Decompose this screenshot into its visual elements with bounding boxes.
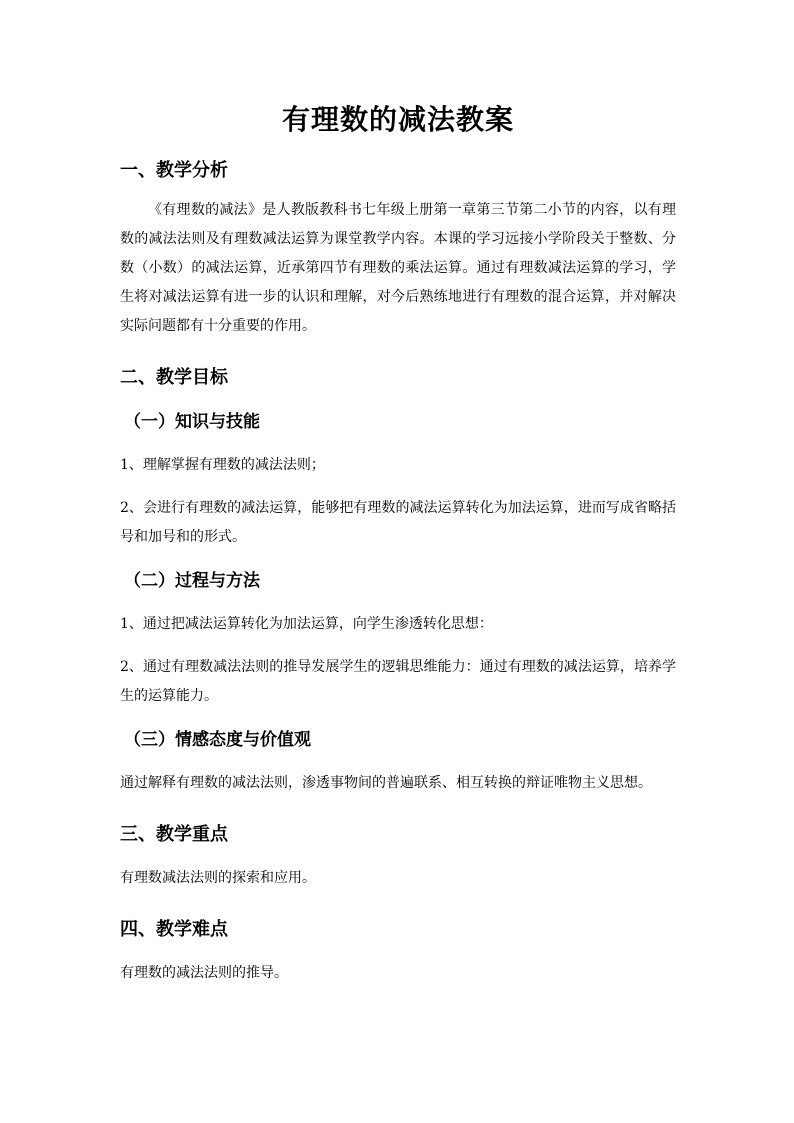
document-title: 有理数的减法教案 [281, 103, 514, 136]
subsection-heading-emotion: （三）情感态度与价值观 [124, 730, 311, 750]
emotion-paragraph: 通过解释有理数的减法法则，渗透事物间的普遍联系、相互转换的辩证唯物主义思想。 [120, 775, 652, 791]
process-item-2: 2、通过有理数减法法则的推导发展学生的逻辑思维能力：通过有理数的减法运算，培养学生的运算能力。 [120, 659, 676, 704]
subsection-heading-process: （二）过程与方法 [124, 571, 260, 591]
difficulty-paragraph: 有理数的减法法则的推导。 [120, 965, 288, 981]
process-item-1: 1、通过把减法运算转化为加法运算，向学生渗透转化思想： [120, 616, 493, 632]
section-heading-keypoint: 三、教学重点 [120, 824, 228, 845]
section-heading-analysis: 一、教学分析 [120, 160, 228, 181]
analysis-paragraph: 《有理数的减法》是人教版教科书七年级上册第一章第三节第二小节的内容，以有理数的减法法则及有理数减法运算为课堂教学内容。本课的学习远接小学阶段关于整数、分数（小数）的减法运算，近承第四节有理数的乘法运算。通过有理数减法运算的学习，学生将对减法运算有进一步的认识和理解，对今后熟练地进行有理数的混合运算，并对解决实际问题都有十分重要的作用。 [120, 202, 676, 334]
knowledge-item-1: 1、理解掌握有理数的减法法则； [120, 457, 325, 473]
keypoint-paragraph: 有理数减法法则的探索和应用。 [120, 870, 316, 886]
knowledge-item-2: 2、会进行有理数的减法运算，能够把有理数的减法运算转化为加法运算，进而写成省略括号和加号和的形式。 [120, 500, 676, 545]
section-heading-difficulty: 四、教学难点 [120, 919, 228, 940]
document-content [120, 100, 676, 988]
section-heading-objectives: 二、教学目标 [120, 367, 228, 388]
subsection-heading-knowledge: （一）知识与技能 [124, 412, 260, 432]
